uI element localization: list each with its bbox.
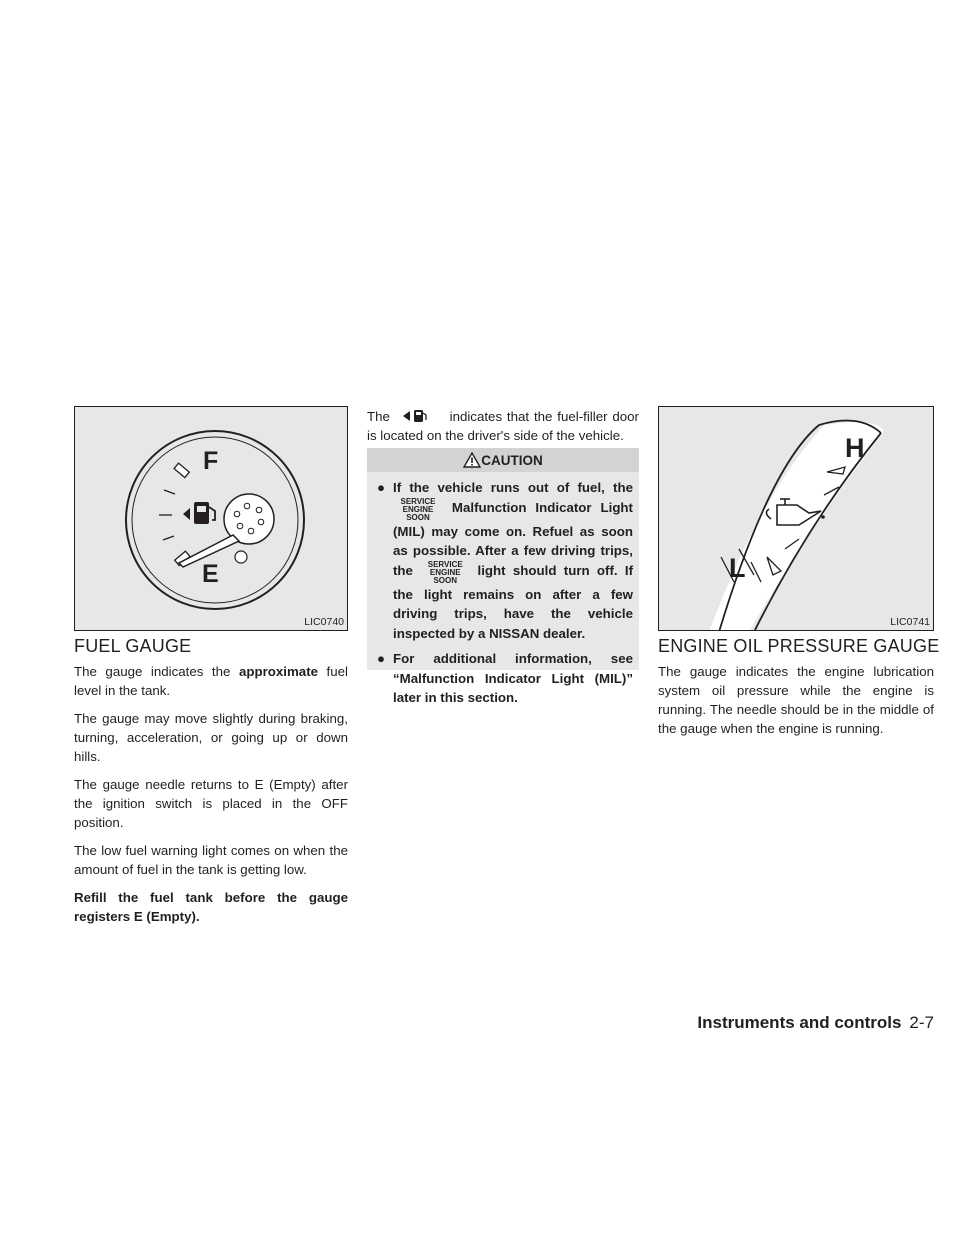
fuel-paragraph-1 [74,662,348,700]
filler-door-text [367,407,639,454]
oil-pressure-gauge-illustration [659,407,934,631]
service-icon-line-2: ENGINE [402,504,434,514]
service-icon-line-3: SOON [406,512,430,522]
p1-bold: approximate [238,664,319,679]
fuel-paragraph-3: The gauge needle returns to E (Empty) after the ignition switch is placed in the OFF position. [74,777,348,830]
intro-pre: The [367,409,390,424]
caution-title: CAUTION [481,452,543,468]
bullet-1: ● [377,480,386,495]
figure-label-oil: LIC0741 [890,616,930,628]
fuel-gauge-text [74,662,348,935]
caution-header [367,448,639,472]
warning-triangle-icon [463,452,481,468]
bullet1-part-c: light should turn off. If the light remains on after a few driving trips, have the vehicle inspected by a NISSAN dealer. [393,562,633,641]
page-number: 2-7 [909,1013,934,1032]
gauge-high-letter: H [845,433,865,463]
page-footer [697,1013,934,1033]
fuel-gauge-illustration [75,407,348,631]
caution-box [367,448,639,705]
gauge-low-letter: L [729,553,746,583]
bullet-2: ● [377,651,386,666]
bullet1-part-b: Malfunction Indicator Light (MIL) may come on. Refuel as soon as possible. After a few driving trips, the [393,499,633,578]
footer-section-title: Instruments and controls [697,1013,902,1032]
oil-pressure-heading: ENGINE OIL PRESSURE GAUGE [658,636,940,656]
oil-pressure-text [658,662,934,747]
service-icon-line-1: SERVICE [400,496,436,506]
service-icon2-line-1: SERVICE [427,559,463,569]
p1-text-end: fuel level in the tank. [74,664,348,698]
intro-post: indicates that the fuel-filler door is located on the driver's side of the vehicle. [367,409,639,443]
caution-item-2 [377,649,633,708]
service-engine-soon-icon-2 [420,561,470,585]
service-icon2-line-2: ENGINE [429,567,461,577]
gauge-empty-letter: E [202,560,219,588]
fuel-gauge-figure [74,406,348,631]
fuel-paragraph-4: The low fuel warning light comes on when the amount of fuel in the tank is getting low. [74,843,348,877]
filler-door-paragraph [367,407,639,445]
caution-list [367,472,639,708]
oil-pressure-gauge-figure [658,406,934,631]
gauge-full-letter: F [203,447,219,475]
fuel-gauge-heading: FUEL GAUGE [74,636,192,656]
p1-text: The gauge indicates the [74,664,239,679]
fuel-paragraph-2: The gauge may move slightly during braking, turning, acceleration, or going up or down hills. [74,711,348,764]
bullet2-text: For additional information, see “Malfunction Indicator Light (MIL)” later in this section. [393,651,633,705]
bullet1-part-a: If the vehicle runs out of fuel, the [393,480,633,495]
service-icon2-line-3: SOON [433,575,458,585]
caution-item-1 [377,478,633,643]
service-engine-soon-icon [393,498,443,522]
fuel-paragraph-5: Refill the fuel tank before the gauge registers E (Empty). [74,890,348,924]
figure-label: LIC0740 [304,616,344,628]
fuel-filler-door-icon [395,408,445,424]
oil-paragraph-1: The gauge indicates the engine lubrication system oil pressure while the engine is running. The needle should be in the middle of the gauge when the engine is running. [658,664,934,736]
